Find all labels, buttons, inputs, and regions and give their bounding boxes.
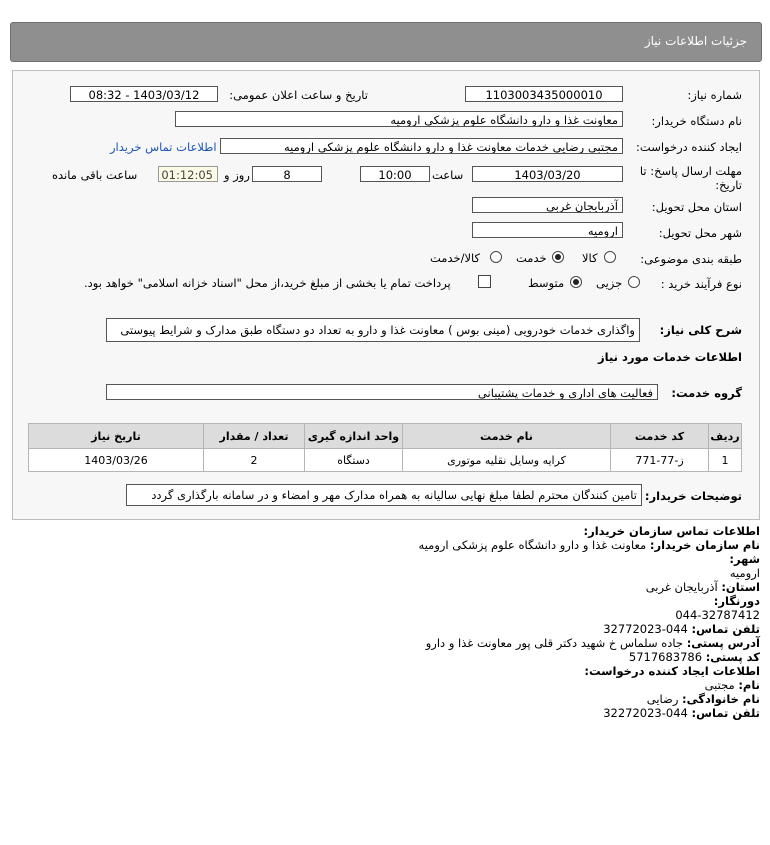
info-value: ارومیه (729, 566, 760, 580)
contact-province (646, 580, 760, 594)
info-label: تلفن تماس: (691, 706, 760, 720)
info-label: دورنگار: (713, 594, 760, 608)
info-label: اطلاعات تماس سازمان خریدار: (583, 524, 760, 538)
col-name: نام خدمت (403, 424, 611, 449)
col-code: کد خدمت (611, 424, 709, 449)
info-label: نام: (738, 678, 760, 692)
info-value: جاده سلماس خ شهید دکتر قلی پور معاونت غذا و دارو (425, 636, 684, 650)
info-label: تلفن تماس: (691, 622, 760, 636)
creator-title (584, 664, 760, 678)
summary-label: شرح کلی نیاز: (659, 323, 742, 337)
contact-fax-value (675, 608, 760, 622)
creator-family (647, 692, 760, 706)
process-option-medium: متوسط (528, 276, 565, 290)
cell-row: 1 (709, 449, 742, 472)
buyer-org-field[interactable]: معاونت غذا و دارو دانشگاه علوم پزشکی ارومیه (175, 111, 623, 127)
info-label: شهر: (729, 552, 760, 566)
services-table (28, 423, 742, 472)
info-value: آذربایجان غربی (645, 580, 718, 594)
contact-city-value (730, 566, 760, 580)
process-option-minor: جزیی (596, 276, 623, 290)
col-qty: تعداد / مقدار (204, 424, 305, 449)
contact-postal (629, 650, 760, 664)
cell-qty: 2 (204, 449, 305, 472)
header-bar (10, 22, 762, 62)
buyer-org-label: نام دستگاه خریدار: (651, 114, 742, 128)
creator-phone (603, 706, 760, 720)
deadline-date-field[interactable]: 1403/03/20 (472, 166, 623, 182)
creator-field[interactable]: مجتبی رضایی خدمات معاونت غذا و دارو دانشگاه علوم پزشکی ارومیه (220, 138, 623, 154)
col-date: تاریخ نیاز (29, 424, 204, 449)
info-label: اطلاعات ایجاد کننده درخواست: (584, 664, 760, 678)
buyer-notes-field[interactable]: تامین کنندگان محترم لطفا مبلغ نهایی سالیانه به همراه مدارک مهر و امضاء و در سامانه بارگذاری گردد (126, 484, 642, 506)
table-header-row (29, 424, 742, 449)
need-number-field[interactable]: 1103003435000010 (465, 86, 623, 102)
info-value: مجتبی (704, 678, 735, 692)
announce-label: تاریخ و ساعت اعلان عمومی: (229, 88, 368, 102)
info-value: 044-32787412 (675, 608, 760, 622)
buyer-notes-label: توضیحات خریدار: (644, 489, 742, 503)
need-number-label: شماره نیاز: (687, 88, 742, 102)
days-label: روز و (224, 168, 250, 182)
contact-org (419, 538, 760, 552)
deadline-label: مهلت ارسال پاسخ: تا (639, 164, 742, 178)
creator-label: ایجاد کننده درخواست: (636, 140, 742, 154)
cell-code: ز-77-771 (611, 449, 709, 472)
contact-title (583, 524, 760, 538)
time-label: ساعت (432, 168, 464, 182)
treasury-text: پرداخت تمام یا بخشی از مبلغ خرید،از محل "اسناد خزانه اسلامی" خواهد بود. (84, 276, 451, 290)
contact-info-link[interactable]: اطلاعات تماس خریدار (110, 140, 217, 154)
contact-address (426, 636, 760, 650)
cell-unit: دستگاه (305, 449, 403, 472)
info-label: کد پستی: (705, 650, 760, 664)
info-value: رضایی (646, 692, 679, 706)
treasury-checkbox[interactable] (478, 275, 491, 288)
deadline-label-2: تاریخ: (715, 178, 742, 192)
info-label: آدرس پستی: (686, 636, 760, 650)
remaining-timer: 01:12:05 (158, 166, 218, 182)
process-label: نوع فرآیند خرید : (660, 277, 742, 291)
announce-field[interactable]: 1403/03/12 - 08:32 (70, 86, 218, 102)
days-field[interactable]: 8 (252, 166, 322, 182)
category-option-service: خدمت (516, 251, 547, 265)
cell-name: کرایه وسایل نقلیه موتوری (403, 449, 611, 472)
info-label: استان: (721, 580, 760, 594)
city-field[interactable]: ارومیه (472, 222, 623, 238)
col-unit: واحد اندازه گیری (305, 424, 403, 449)
summary-field[interactable]: واگذاری خدمات خودرویی (مینی بوس ) معاونت غذا و دارو به تعداد دو دستگاه طبق مدارک و شرایط پیوستی (106, 318, 640, 342)
process-radio-minor[interactable] (628, 276, 640, 288)
category-option-goods: کالا (582, 251, 598, 265)
info-value: 044-32772023 (603, 622, 688, 636)
category-radio-service[interactable] (552, 251, 564, 263)
service-group-field[interactable]: فعالیت های اداری و خدمات پشتیبانی (106, 384, 658, 400)
info-value: معاونت غذا و دارو دانشگاه علوم پزشکی ارومیه (418, 538, 647, 552)
cell-date: 1403/03/26 (29, 449, 204, 472)
category-radio-goods[interactable] (604, 251, 616, 263)
info-label: نام خانوادگی: (682, 692, 760, 706)
category-radio-goods-service[interactable] (490, 251, 502, 263)
contact-fax (714, 594, 760, 608)
info-value: 044-32272023 (603, 706, 688, 720)
creator-name (705, 678, 760, 692)
remaining-label: ساعت باقی مانده (52, 168, 138, 182)
deadline-time-field[interactable]: 10:00 (360, 166, 430, 182)
table-row[interactable] (29, 449, 742, 472)
category-label: طبقه بندی موضوعی: (640, 252, 742, 266)
contact-phone (603, 622, 760, 636)
info-value: 5717683786 (628, 650, 703, 664)
province-field[interactable]: آذربایجان غربی (472, 197, 623, 213)
page-title: جزئیات اطلاعات نیاز (644, 34, 747, 48)
info-label: نام سازمان خریدار: (649, 538, 760, 552)
process-radio-medium[interactable] (570, 276, 582, 288)
contact-city (729, 552, 760, 566)
category-option-goods-service: کالا/خدمت (430, 251, 481, 265)
service-group-label: گروه خدمت: (671, 386, 742, 400)
province-label: استان محل تحویل: (651, 200, 742, 214)
col-row: ردیف (709, 424, 742, 449)
services-section-title: اطلاعات خدمات مورد نیاز (598, 350, 742, 364)
city-label: شهر محل تحویل: (658, 226, 742, 240)
